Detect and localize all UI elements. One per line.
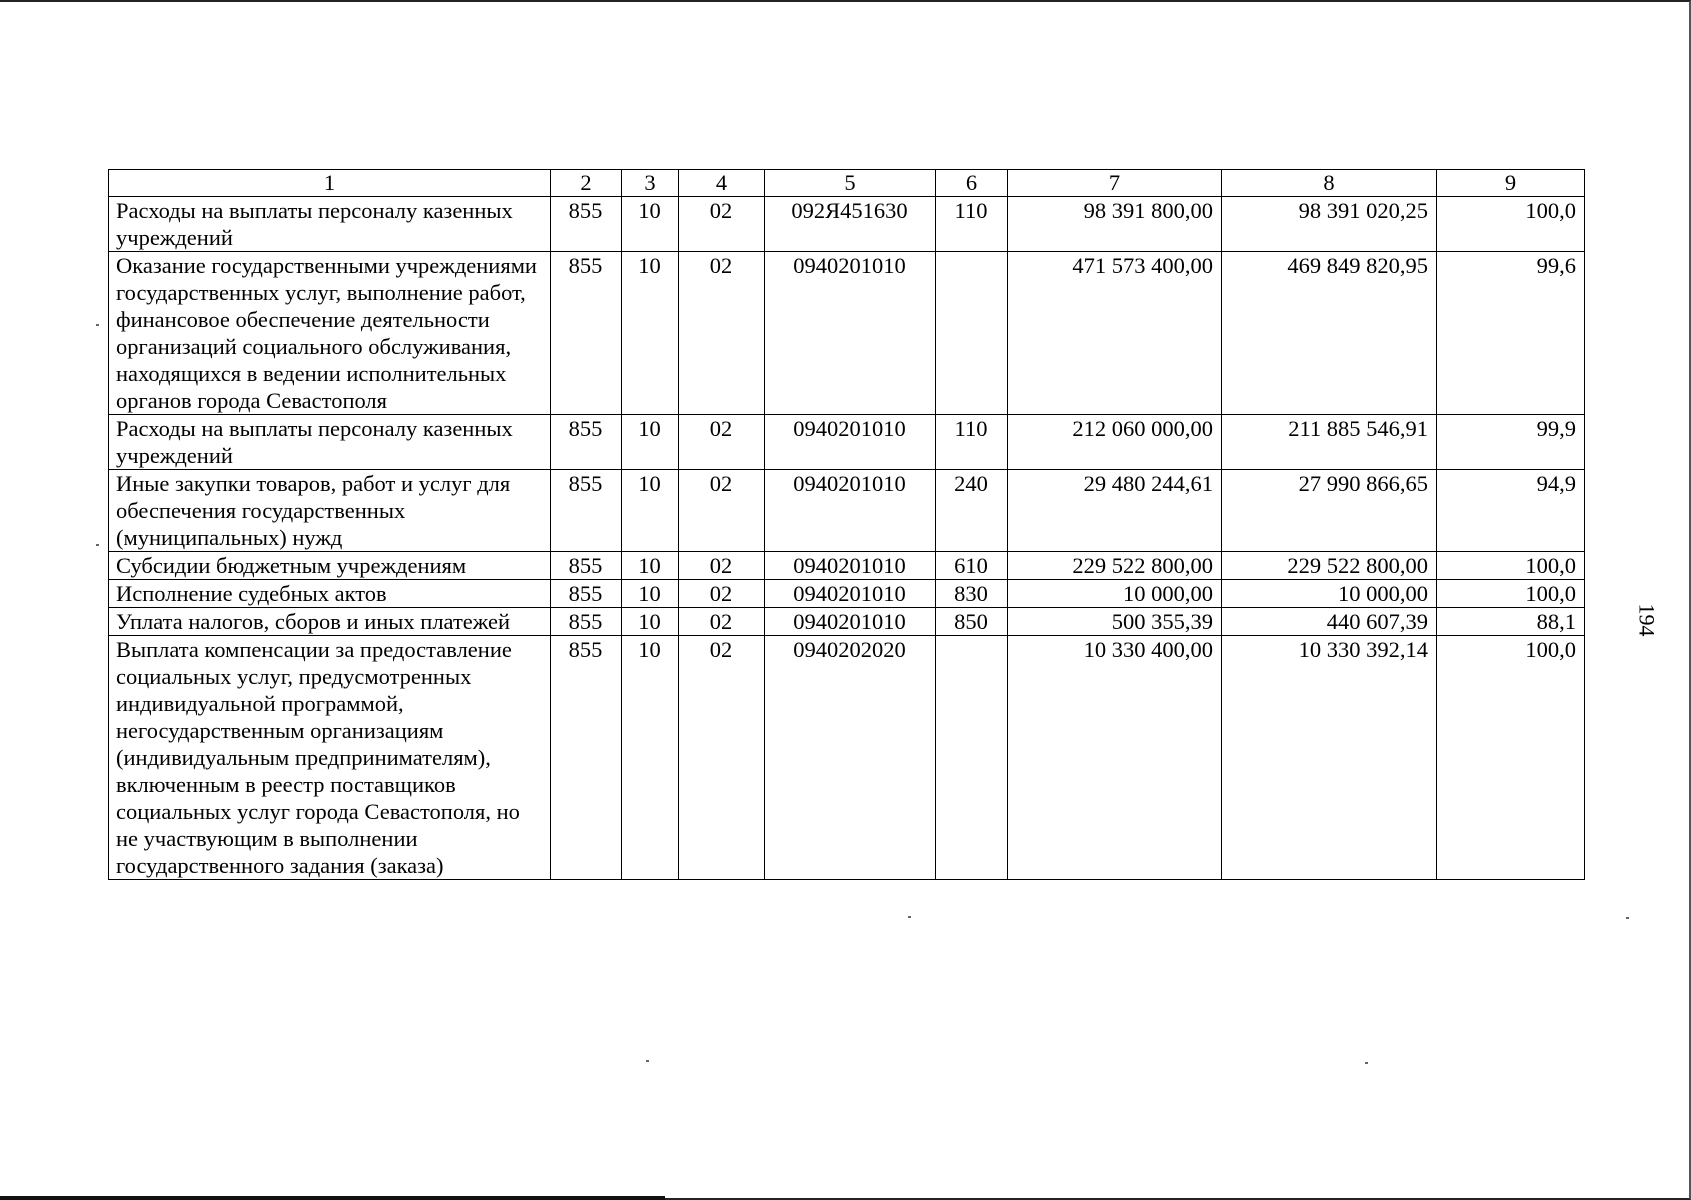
row-name: Иные закупки товаров, работ и услуг для обеспечения государственных (муниципальных) нужд <box>109 470 551 552</box>
row-csr: 0940201010 <box>765 608 936 636</box>
header-col-2: 2 <box>551 170 622 197</box>
row-pr: 02 <box>679 608 765 636</box>
table-row <box>109 415 1585 470</box>
row-ved: 855 <box>551 636 622 880</box>
row-pr: 02 <box>679 470 765 552</box>
row-plan: 10 330 400,00 <box>1008 636 1222 880</box>
row-rz: 10 <box>622 252 679 415</box>
row-fact: 469 849 820,95 <box>1222 252 1437 415</box>
scan-edge-shadow <box>0 1196 665 1200</box>
row-csr: 0940201010 <box>765 470 936 552</box>
row-vr <box>936 252 1008 415</box>
row-name: Уплата налогов, сборов и иных платежей <box>109 608 551 636</box>
table-row <box>109 470 1585 552</box>
scan-speck <box>646 1060 649 1062</box>
header-col-6: 6 <box>936 170 1008 197</box>
row-rz: 10 <box>622 197 679 252</box>
row-ved: 855 <box>551 608 622 636</box>
row-vr: 830 <box>936 580 1008 608</box>
row-pr: 02 <box>679 252 765 415</box>
row-rz: 10 <box>622 552 679 580</box>
table-row <box>109 608 1585 636</box>
row-rz: 10 <box>622 415 679 470</box>
row-percent: 100,0 <box>1437 197 1585 252</box>
row-plan: 98 391 800,00 <box>1008 197 1222 252</box>
table-row <box>109 197 1585 252</box>
row-rz: 10 <box>622 608 679 636</box>
header-col-9: 9 <box>1437 170 1585 197</box>
header-col-3: 3 <box>622 170 679 197</box>
row-name: Расходы на выплаты персоналу казенных учреждений <box>109 415 551 470</box>
table-row <box>109 636 1585 880</box>
row-name: Расходы на выплаты персоналу казенных учреждений <box>109 197 551 252</box>
row-fact: 27 990 866,65 <box>1222 470 1437 552</box>
row-name: Исполнение судебных актов <box>109 580 551 608</box>
row-rz: 10 <box>622 636 679 880</box>
scan-speck <box>1626 917 1629 919</box>
row-pr: 02 <box>679 580 765 608</box>
row-ved: 855 <box>551 252 622 415</box>
row-csr: 0940202020 <box>765 636 936 880</box>
page-number: 194 <box>1634 603 1660 637</box>
row-ved: 855 <box>551 580 622 608</box>
row-fact: 98 391 020,25 <box>1222 197 1437 252</box>
row-pr: 02 <box>679 552 765 580</box>
table-row <box>109 552 1585 580</box>
row-plan: 471 573 400,00 <box>1008 252 1222 415</box>
row-vr <box>936 636 1008 880</box>
row-csr: 0940201010 <box>765 415 936 470</box>
row-percent: 94,9 <box>1437 470 1585 552</box>
table-row <box>109 580 1585 608</box>
row-pr: 02 <box>679 636 765 880</box>
row-vr: 850 <box>936 608 1008 636</box>
row-vr: 110 <box>936 415 1008 470</box>
header-col-5: 5 <box>765 170 936 197</box>
row-pr: 02 <box>679 415 765 470</box>
table-header-row <box>109 170 1585 197</box>
row-percent: 88,1 <box>1437 608 1585 636</box>
row-fact: 440 607,39 <box>1222 608 1437 636</box>
row-vr: 110 <box>936 197 1008 252</box>
header-col-7: 7 <box>1008 170 1222 197</box>
row-csr: 0940201010 <box>765 580 936 608</box>
row-name: Субсидии бюджетным учреждениям <box>109 552 551 580</box>
row-percent: 99,6 <box>1437 252 1585 415</box>
table-row <box>109 252 1585 415</box>
row-rz: 10 <box>622 470 679 552</box>
scan-speck <box>908 916 911 918</box>
row-name: Выплата компенсации за предоставление социальных услуг, предусмотренных индивидуальной программой, негосударственным организациям (индивидуальным предпринимателям), включенным в реестр поставщиков социальных услуг города Севастополя, но не участвующим в выполнении государственного задания (заказа) <box>109 636 551 880</box>
row-pr: 02 <box>679 197 765 252</box>
header-col-1: 1 <box>109 170 551 197</box>
scan-speck <box>1365 1062 1368 1064</box>
row-csr: 0940201010 <box>765 252 936 415</box>
row-csr: 0940201010 <box>765 552 936 580</box>
scan-speck <box>96 544 99 546</box>
row-fact: 211 885 546,91 <box>1222 415 1437 470</box>
budget-execution-table <box>108 169 1585 880</box>
row-csr: 092Я451630 <box>765 197 936 252</box>
row-vr: 610 <box>936 552 1008 580</box>
row-name: Оказание государственными учреждениями государственных услуг, выполнение работ, финансовое обеспечение деятельности организаций социального обслуживания, находящихся в ведении исполнительных органов города Севастополя <box>109 252 551 415</box>
row-ved: 855 <box>551 415 622 470</box>
header-col-4: 4 <box>679 170 765 197</box>
row-ved: 855 <box>551 197 622 252</box>
row-fact: 10 000,00 <box>1222 580 1437 608</box>
row-percent: 100,0 <box>1437 636 1585 880</box>
row-plan: 212 060 000,00 <box>1008 415 1222 470</box>
row-vr: 240 <box>936 470 1008 552</box>
row-percent: 99,9 <box>1437 415 1585 470</box>
row-ved: 855 <box>551 552 622 580</box>
row-plan: 229 522 800,00 <box>1008 552 1222 580</box>
row-fact: 10 330 392,14 <box>1222 636 1437 880</box>
header-col-8: 8 <box>1222 170 1437 197</box>
scan-speck <box>96 324 99 326</box>
row-ved: 855 <box>551 470 622 552</box>
row-fact: 229 522 800,00 <box>1222 552 1437 580</box>
row-percent: 100,0 <box>1437 580 1585 608</box>
row-percent: 100,0 <box>1437 552 1585 580</box>
row-plan: 10 000,00 <box>1008 580 1222 608</box>
row-plan: 29 480 244,61 <box>1008 470 1222 552</box>
row-plan: 500 355,39 <box>1008 608 1222 636</box>
row-rz: 10 <box>622 580 679 608</box>
